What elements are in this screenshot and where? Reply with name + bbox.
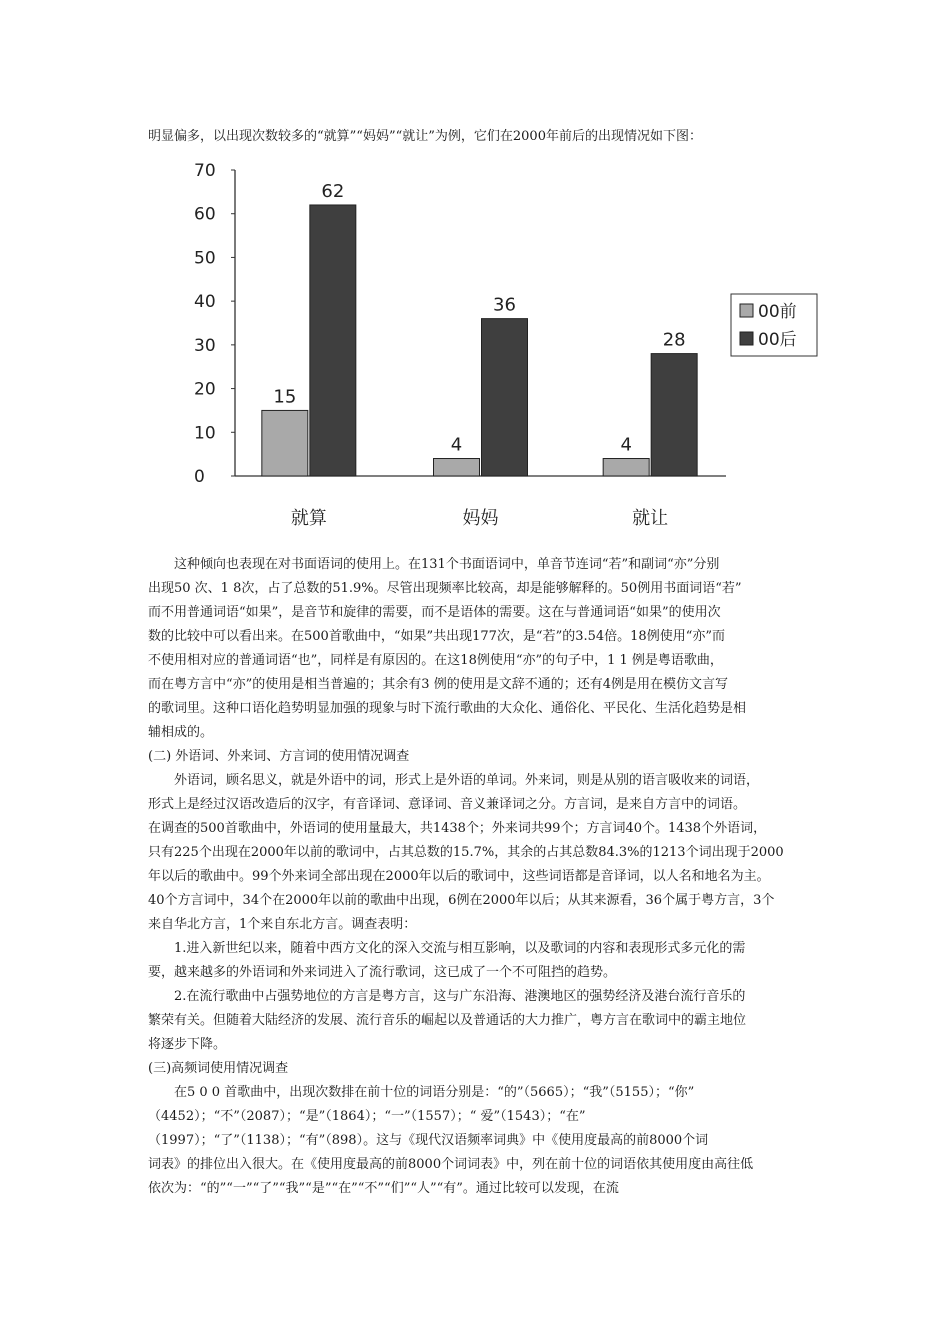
bar-after [651, 354, 697, 476]
bar-before [262, 410, 308, 476]
section-heading: (三)高频词使用情况调查 [148, 1061, 289, 1076]
bar-value-label: 28 [662, 329, 686, 351]
y-tick-label: 60 [194, 204, 216, 225]
bars [262, 181, 697, 476]
y-tick-label: 10 [194, 423, 216, 444]
paragraph-line: 将逐步下降。 [148, 1037, 227, 1052]
y-tick-labels [194, 161, 235, 487]
paragraph-line: 在调查的500首歌曲中，外语词的使用量最大，共1438个；外来词共99个；方言词40个。1438个外语词， [148, 821, 767, 836]
bar-after [482, 319, 528, 476]
legend-swatch [740, 332, 753, 345]
paragraph-line: 依次为：“的”“一”“了”“我”“是”“在”“不”“们”“人”“有”。通过比较可以发现，在流 [148, 1181, 619, 1196]
paragraph-line: 2.在流行歌曲中占强势地位的方言是粤方言，这与广东沿海、港澳地区的强势经济及港台流行音乐的 [174, 989, 746, 1004]
paragraph-line: 数的比较中可以看出来。在500首歌曲中，“如果”共出现177次，是“若”的3.54倍。18例使用“亦”而 [148, 629, 725, 644]
bar-value-label: 4 [450, 434, 463, 456]
paragraph-line: 出现50 次、1 8次，占了总数的51.9%。尽管出现频率比较高，却是能够解释的。50例用书面词语“若” [148, 581, 742, 596]
x-category-label: 妈妈 [462, 508, 499, 529]
legend-label: 00后 [758, 330, 797, 350]
legend-label: 00前 [758, 302, 797, 322]
x-category-label: 就让 [632, 508, 669, 529]
y-tick-label: 20 [194, 379, 216, 400]
paragraph-line: 这种倾向也表现在对书面语词的使用上。在131个书面语词中，单音节连词“若”和副词“亦”分别 [174, 557, 720, 572]
paragraph-line: 不使用相对应的普通词语“也”，同样是有原因的。在这18例使用“亦”的句子中，1 1 例是粤语歌曲， [148, 653, 723, 668]
paragraph-line: 的歌词里。这种口语化趋势明显加强的现象与时下流行歌曲的大众化、通俗化、平民化、生活化趋势是相 [148, 701, 747, 716]
bar-before [603, 459, 649, 476]
paragraph-line: 繁荣有关。但随着大陆经济的发展、流行音乐的崛起以及普通话的大力推广，粤方言在歌词中的霸主地位 [148, 1013, 747, 1028]
paragraph-line: 词表》的排位出入很大。在《使用度最高的前8000个词词表》中，列在前十位的词语依其使用度由高往低 [148, 1157, 754, 1172]
bar-value-label: 36 [493, 294, 516, 316]
y-tick-label: 0 [194, 467, 205, 487]
paragraph-line: 辅相成的。 [148, 725, 214, 740]
x-category-label: 就算 [290, 508, 327, 529]
paragraph-line: 而在粤方言中“亦”的使用是相当普遍的；其余有3 例的使用是文辞不通的；还有4例是用在模仿文言写 [148, 677, 728, 692]
paragraph-line: 要，越来越多的外语词和外来词进入了流行歌词，这已成了一个不可阻挡的趋势。 [148, 965, 617, 980]
bar-value-label: 62 [321, 180, 345, 202]
y-tick-label: 40 [194, 292, 216, 313]
bar-chart [186, 154, 826, 544]
y-tick-label: 50 [194, 248, 216, 269]
paragraph-line: 在5 0 0 首歌曲中，出现次数排在前十位的词语分别是：“的”（5665）；“我”（5155）；“你” [174, 1085, 695, 1100]
bar-after [310, 205, 356, 476]
paragraph-line: 而不用普通词语“如果”，是音节和旋律的需要，而不是语体的需要。这在与普通词语“如果”的使用次 [148, 605, 721, 620]
intro-line: 明显偏多，以出现次数较多的“就算”“妈妈”“就让”为例，它们在2000年前后的出现情况如下图： [148, 129, 702, 144]
paragraph-line: 只有225个出现在2000年以前的歌词中，占其总数的15.7%，其余的占其总数84.3%的1213个词出现于2000 [148, 845, 784, 860]
paragraph-line: 形式上是经过汉语改造后的汉字，有音译词、意译词、音义兼译词之分。方言词，是来自方言中的词语。 [148, 797, 747, 812]
paragraph-line: 1.进入新世纪以来，随着中西方文化的深入交流与相互影响，以及歌词的内容和表现形式多元化的需 [174, 941, 746, 956]
legend-swatch [740, 304, 753, 317]
bar-before [434, 459, 480, 476]
legend [731, 294, 817, 356]
bar-value-label: 15 [273, 386, 297, 408]
paragraph-line: 外语词，顾名思义，就是外语中的词，形式上是外语的单词。外来词，则是从别的语言吸收来的词语， [174, 773, 760, 788]
section-heading: (二) 外语词、外来词、方言词的使用情况调查 [148, 749, 410, 764]
paragraph-line: 年以后的歌曲中。99个外来词全部出现在2000年以后的歌词中，这些词语都是音译词，以人名和地名为主。 [148, 869, 770, 884]
bar-value-label: 4 [620, 434, 632, 456]
paragraph-line: 来自华北方言，1个来自东北方言。调查表明： [148, 917, 417, 932]
paragraph-line: （4452）；“不”（2087）；“是”（1864）；“一”（1557）；“ 爱”（1543）；“在” [148, 1109, 586, 1124]
paragraph-line: （1997）；“了”（1138）；“有”（898）。这与《现代汉语频率词典》中《使用度最高的前8000个词 [148, 1133, 709, 1148]
y-tick-label: 30 [194, 335, 216, 356]
x-category-labels [291, 508, 668, 529]
y-tick-label: 70 [194, 161, 216, 181]
paragraph-line: 40个方言词中，34个在2000年以前的歌曲中出现，6例在2000年以后；从其来源看，36个属于粤方言，3个 [148, 893, 775, 908]
